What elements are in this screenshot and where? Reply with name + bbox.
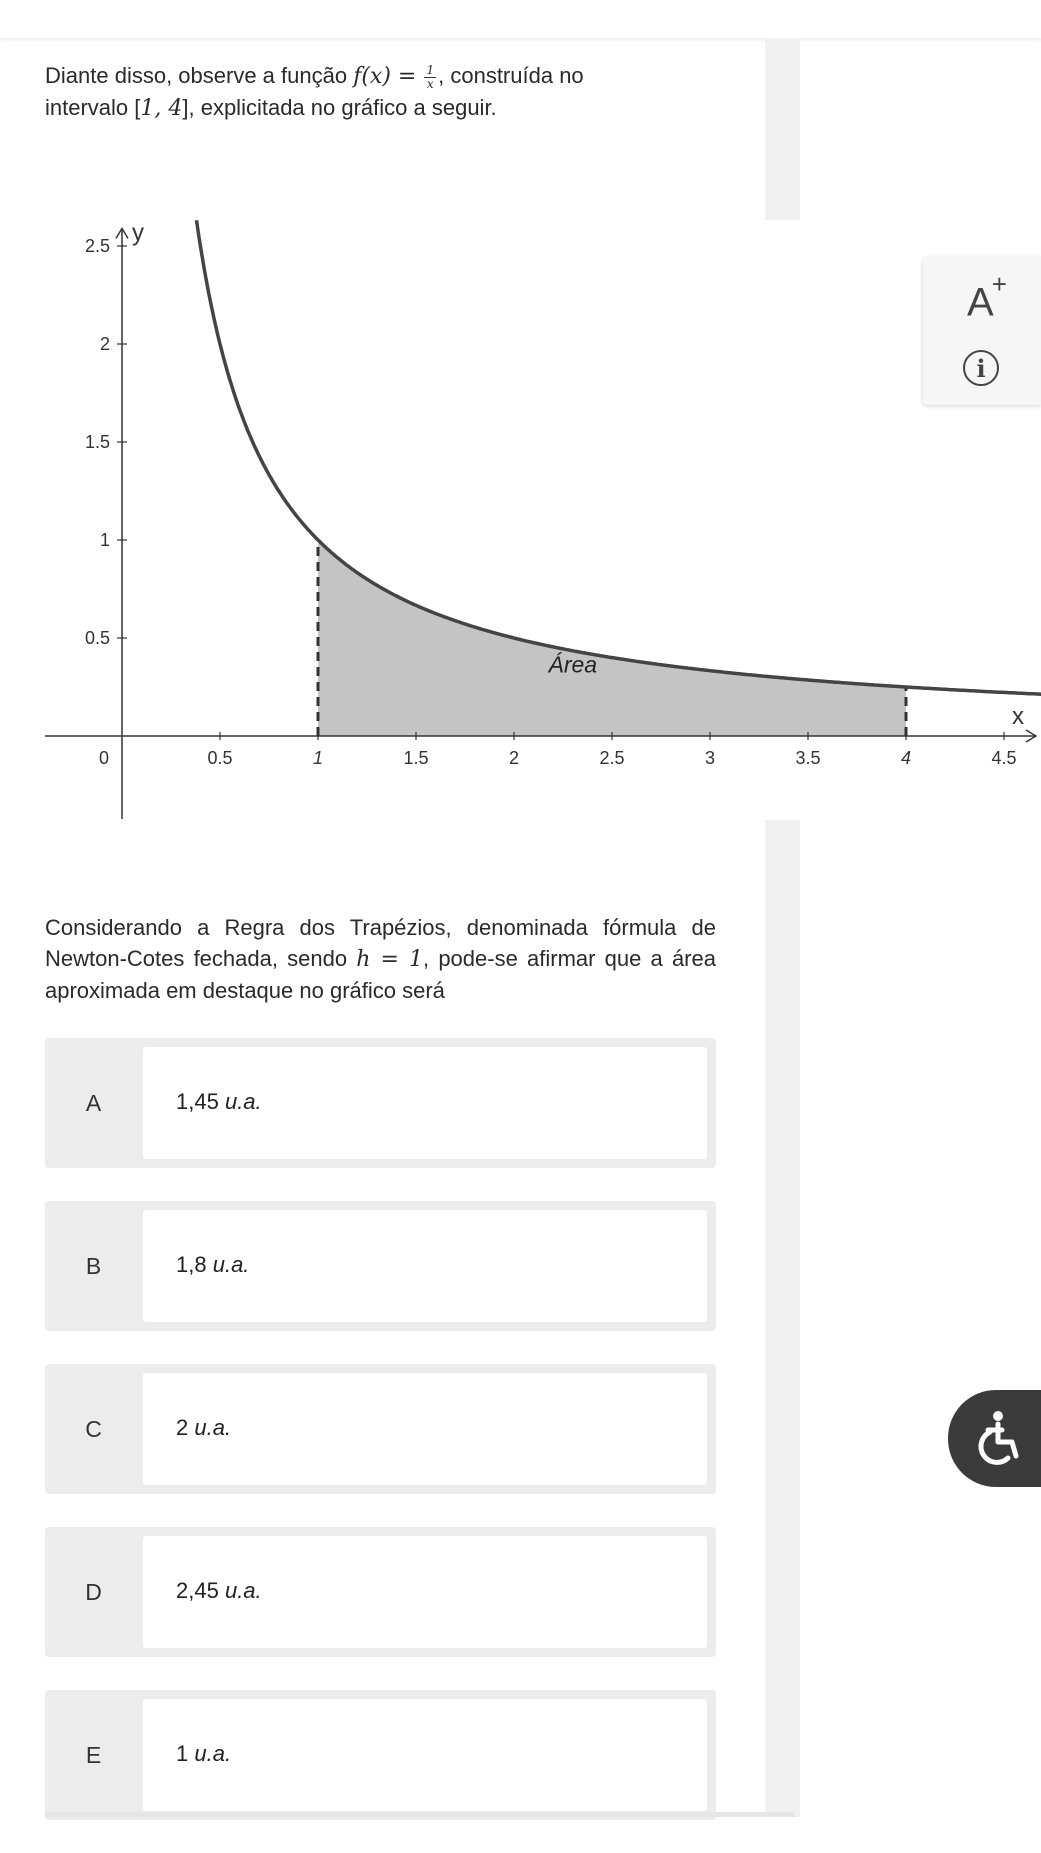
top-bar — [0, 0, 1041, 38]
option-e[interactable] — [45, 1690, 716, 1820]
option-value: 2 u.a. — [176, 1415, 231, 1441]
option-c[interactable] — [45, 1364, 716, 1494]
answer-options — [45, 1038, 716, 1853]
option-card[interactable] — [143, 1699, 707, 1811]
x-axis-label: x — [1012, 703, 1024, 730]
option-letter: E — [45, 1690, 142, 1820]
y-tick-label: 2 — [100, 334, 110, 354]
question-prompt: Considerando a Regra dos Trapézios, denominada fórmula de Newton-Cotes fechada, sendo h = 1, pode-se afirmar que a área aproximada em destaque no gráfico será — [45, 912, 716, 1006]
shaded-area — [318, 540, 906, 736]
option-value: 1 u.a. — [176, 1741, 231, 1767]
step-value: h = 1 — [356, 947, 423, 972]
font-size-increase-button[interactable]: A+ — [967, 277, 1009, 325]
function-fraction: $\frac{1}{x}$ — [424, 64, 436, 91]
x-tick-label: 1.5 — [403, 748, 428, 768]
y-tick-label: 2.5 — [85, 236, 110, 256]
bottom-divider — [45, 1812, 795, 1817]
info-icon[interactable]: i — [963, 350, 999, 386]
x-tick-label: 2 — [509, 748, 519, 768]
option-d[interactable] — [45, 1527, 716, 1657]
option-letter: B — [45, 1201, 142, 1331]
question-intro: Diante disso, observe a função f(x) = $\frac{1}{x}$ , construída no intervalo [1, 4], explicitada no gráfico a seguir. — [45, 60, 716, 124]
chart-svg — [0, 215, 1041, 820]
option-card[interactable] — [143, 1047, 707, 1159]
option-card[interactable] — [143, 1536, 707, 1648]
x-tick-label: 4 — [901, 748, 911, 768]
option-letter: D — [45, 1527, 142, 1657]
option-letter: A — [45, 1038, 142, 1168]
x-tick-label: 0 — [99, 748, 109, 768]
x-tick-label: 4.5 — [991, 748, 1016, 768]
function-expression: f(x) = — [353, 64, 416, 89]
option-b[interactable] — [45, 1201, 716, 1331]
y-tick-label: 0.5 — [85, 628, 110, 648]
x-tick-label: 3.5 — [795, 748, 820, 768]
x-tick-label: 2.5 — [599, 748, 624, 768]
option-letter: C — [45, 1364, 142, 1494]
option-value: 1,8 u.a. — [176, 1252, 249, 1278]
area-label: Área — [548, 651, 598, 677]
option-value: 1,45 u.a. — [176, 1089, 262, 1115]
interval-value: 1, 4 — [140, 96, 182, 121]
option-value: 2,45 u.a. — [176, 1578, 262, 1604]
accessibility-icon — [968, 1408, 1024, 1468]
y-tick-label: 1.5 — [85, 432, 110, 452]
tools-panel — [923, 257, 1041, 405]
x-tick-label: 1 — [313, 748, 323, 768]
accessibility-button[interactable] — [948, 1390, 1041, 1487]
option-card[interactable] — [143, 1373, 707, 1485]
x-tick-label: 0.5 — [207, 748, 232, 768]
x-tick-label: 3 — [705, 748, 715, 768]
option-card[interactable] — [143, 1210, 707, 1322]
y-tick-label: 1 — [100, 530, 110, 550]
option-a[interactable] — [45, 1038, 716, 1168]
function-chart — [0, 215, 1041, 820]
y-axis-label: y — [132, 219, 144, 246]
